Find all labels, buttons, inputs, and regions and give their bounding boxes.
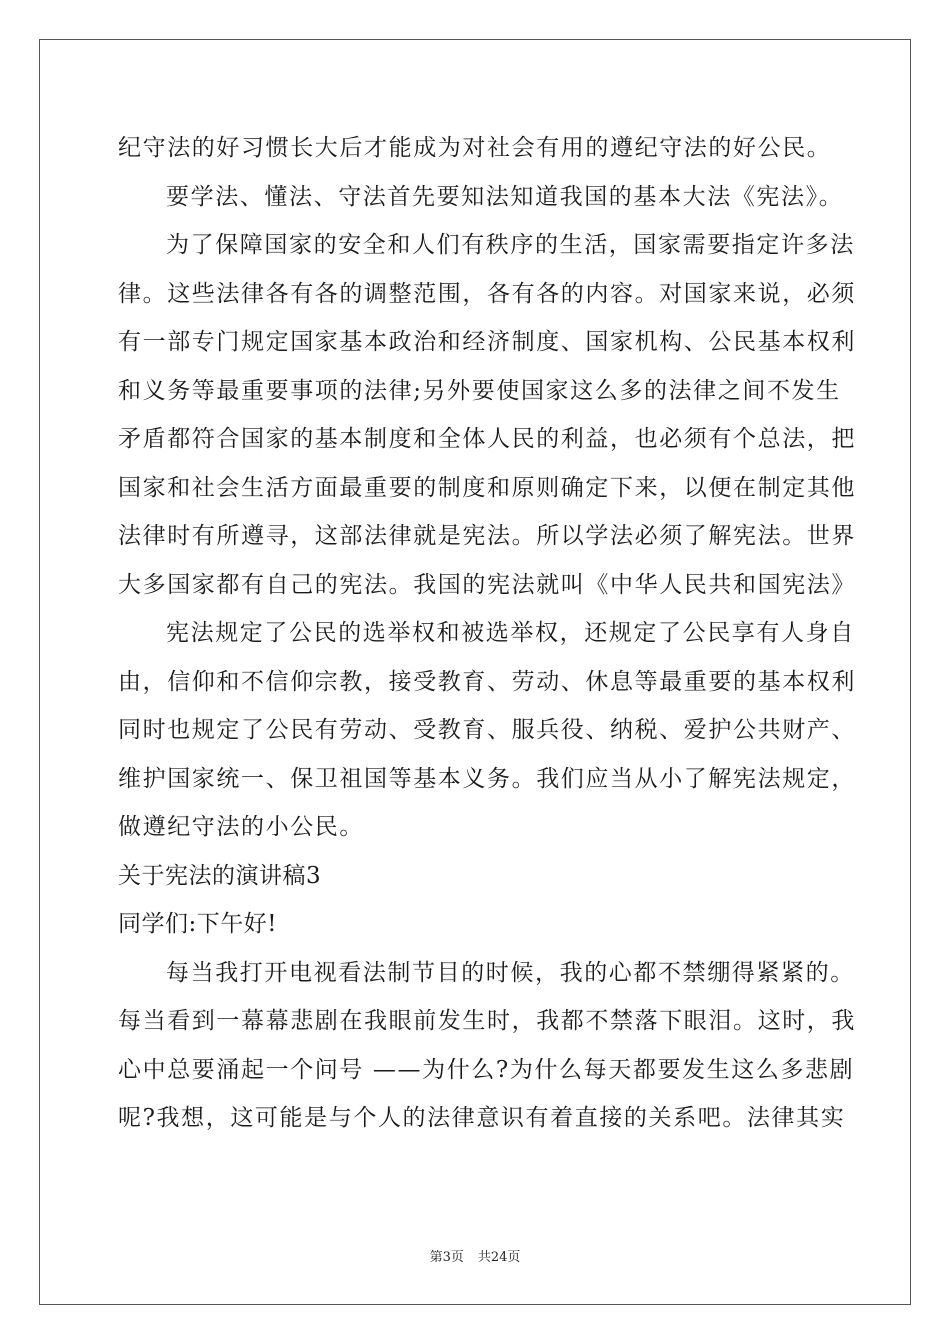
page-number: 第3页 [429,1250,464,1265]
paragraph-line: 每当我打开电视看法制节目的时候，我的心都不禁绷得紧紧的。 [166,959,855,986]
paragraph-line: 法律时有所遵寻，这部法律就是宪法。所以学法必须了解宪法。世界 [118,523,856,549]
paragraph-line: 为了保障国家的安全和人们有秩序的生活，国家需要指定许多法 [166,232,855,258]
paragraph-line: 有一部专门规定国家基本政治和经济制度、国家机构、公民基本权利 [118,329,856,355]
paragraph-line: 国家和社会生活方面最重要的制度和原则确定下来，以便在制定其他 [118,474,856,501]
paragraph-line: 纪守法的好习惯长大后才能成为对社会有用的遵纪守法的好公民。 [118,135,832,161]
paragraph-line: 由，信仰和不信仰宗教，接受教育、劳动、休息等最重要的基本权利 [118,668,856,695]
paragraph-line: 要学法、懂法、守法首先要知法知道我国的基本大法《宪法》。 [166,183,844,210]
paragraph-line: 每当看到一幕幕悲剧在我眼前发生时，我都不禁落下眼泪。这时，我 [118,1008,856,1034]
paragraph-line: 呢?我想，这可能是与个人的法律意识有着直接的关系吧。法律其实 [118,1105,846,1131]
paragraph-line: 维护国家统一、保卫祖国等基本义务。我们应当从小了解宪法规定， [118,765,856,792]
paragraph-line: 做遵纪守法的小公民。 [118,814,364,840]
paragraph-line: 律。这些法律各有各的调整范围，各有各的内容。对国家来说，必须 [118,280,856,307]
page-total: 共24页 [477,1250,521,1265]
document-body [118,124,856,1143]
paragraph-line: 和义务等最重要事项的法律;另外要使国家这么多的法律之间不发生 [118,377,841,404]
paragraph-line: 心中总要涌起一个问号 ——为什么?为什么每天都要发生这么多悲剧 [118,1056,855,1083]
section-heading: 关于宪法的演讲稿3 [118,862,322,889]
paragraph-line: 同时也规定了公民有劳动、受教育、服兵役、纳税、爱护公共财产、 [118,717,856,743]
section-heading: 同学们:下午好! [118,911,277,937]
paragraph-line: 大多国家都有自己的宪法。我国的宪法就叫《中华人民共和国宪法》 [118,571,856,598]
page-footer [0,1246,950,1265]
paragraph-line: 矛盾都符合国家的基本制度和全体人民的利益，也必须有个总法，把 [118,426,856,452]
paragraph-line: 宪法规定了公民的选举权和被选举权，还规定了公民享有人身自 [166,620,855,646]
